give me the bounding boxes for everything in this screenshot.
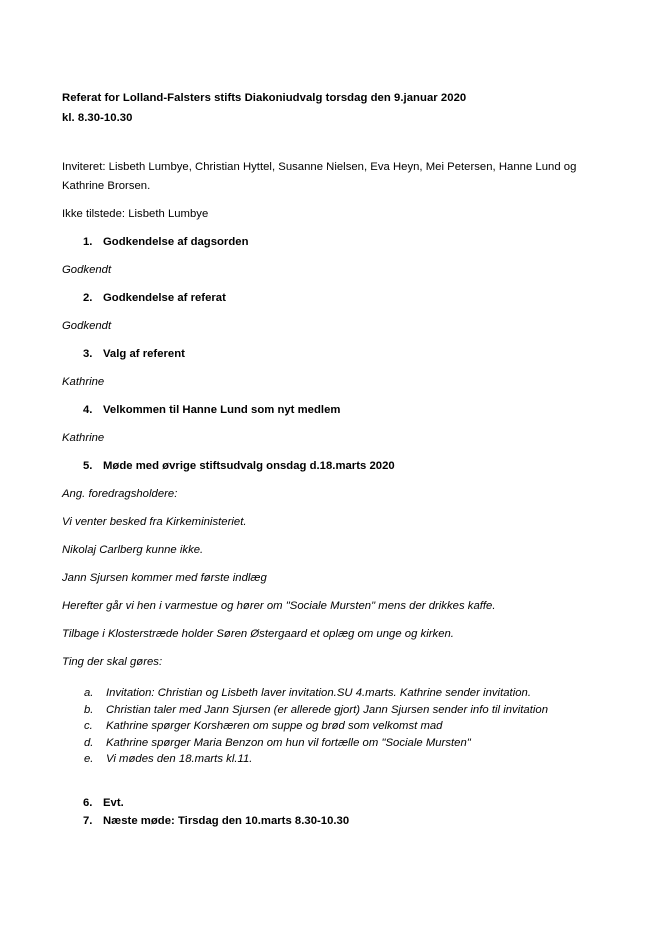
item5-paragraph-6: Tilbage i Klosterstræde holder Søren Østergaard et oplæg om unge og kirken. bbox=[62, 628, 454, 640]
agenda-item-6-number: 6. bbox=[83, 796, 93, 809]
agenda-item-4-number: 4. bbox=[83, 404, 93, 416]
agenda-item-2-response: Godkendt bbox=[62, 320, 112, 332]
agenda-item-3-number: 3. bbox=[83, 348, 93, 360]
agenda-item-2 bbox=[62, 289, 610, 308]
todo-item-a bbox=[62, 685, 610, 702]
todo-item-c-text: Kathrine spørger Korshæren om suppe og brød som velkomst mad bbox=[106, 720, 443, 732]
agenda-item-7-heading: Næste møde: Tirsdag den 10.marts 8.30-10.30 bbox=[103, 814, 350, 827]
agenda-item-3 bbox=[62, 345, 610, 364]
agenda-item-7 bbox=[62, 812, 610, 830]
spacer bbox=[62, 252, 610, 261]
spacer bbox=[62, 308, 610, 317]
agenda-item-4-response: Kathrine bbox=[62, 432, 105, 444]
page-title bbox=[62, 88, 610, 128]
spacer bbox=[62, 336, 610, 345]
item5-paragraph-5: Herefter går vi hen i varmestue og hører om "Sociale Mursten" mens der drikkes kaffe. bbox=[62, 600, 496, 612]
spacer bbox=[62, 364, 610, 373]
page-title-line-1: Referat for Lolland-Falsters stifts Diakoniudvalg torsdag den 9.januar 2020 bbox=[62, 92, 467, 104]
spacer bbox=[62, 128, 610, 158]
agenda-item-5 bbox=[62, 457, 610, 476]
todo-item-c-marker: c. bbox=[84, 720, 93, 732]
agenda-item-4-heading: Velkommen til Hanne Lund som nyt medlem bbox=[103, 404, 341, 416]
spacer bbox=[62, 196, 610, 205]
todo-list-intro: Ting der skal gøres: bbox=[62, 656, 163, 668]
agenda-item-2-heading: Godkendelse af referat bbox=[103, 292, 226, 304]
spacer bbox=[62, 560, 610, 569]
spacer bbox=[62, 588, 610, 597]
item5-paragraph-3: Nikolaj Carlberg kunne ikke. bbox=[62, 544, 204, 556]
absent-line: Ikke tilstede: Lisbeth Lumbye bbox=[62, 208, 209, 220]
agenda-item-1-number: 1. bbox=[83, 236, 93, 248]
todo-item-d-text: Kathrine spørger Maria Benzon om hun vil fortælle om "Sociale Mursten" bbox=[106, 736, 471, 749]
agenda-item-7-number: 7. bbox=[83, 814, 93, 827]
spacer bbox=[62, 448, 610, 457]
todo-item-b bbox=[62, 702, 610, 719]
item5-paragraph-2: Vi venter besked fra Kirkeministeriet. bbox=[62, 516, 247, 528]
todo-item-d-marker: d. bbox=[84, 736, 94, 749]
spacer bbox=[62, 644, 610, 653]
spacer bbox=[62, 504, 610, 513]
agenda-item-6 bbox=[62, 794, 610, 812]
todo-item-a-text: Invitation: Christian og Lisbeth laver invitation.SU 4.marts. Kathrine sender invitation. bbox=[106, 687, 531, 699]
spacer bbox=[62, 768, 610, 794]
todo-list bbox=[62, 685, 610, 768]
spacer bbox=[62, 532, 610, 541]
todo-item-b-marker: b. bbox=[84, 703, 94, 716]
spacer bbox=[62, 616, 610, 625]
todo-item-e bbox=[62, 751, 610, 768]
agenda-item-1-response: Godkendt bbox=[62, 264, 112, 276]
spacer bbox=[62, 420, 610, 429]
agenda-item-5-number: 5. bbox=[83, 460, 93, 472]
spacer bbox=[62, 476, 610, 485]
todo-item-c bbox=[62, 718, 610, 735]
todo-item-e-text: Vi mødes den 18.marts kl.11. bbox=[106, 753, 253, 765]
spacer bbox=[62, 280, 610, 289]
page-title-line-2: kl. 8.30-10.30 bbox=[62, 112, 133, 124]
todo-item-b-text: Christian taler med Jann Sjursen (er allerede gjort) Jann Sjursen sender info til invitation bbox=[106, 703, 549, 716]
agenda-item-5-heading: Møde med øvrige stiftsudvalg onsdag d.18.marts 2020 bbox=[103, 460, 395, 472]
agenda-item-1-heading: Godkendelse af dagsorden bbox=[103, 236, 249, 248]
attendees-line: Inviteret: Lisbeth Lumbye, Christian Hyttel, Susanne Nielsen, Eva Heyn, Mei Petersen, Hanne Lund og Kathrine Brorsen. bbox=[62, 161, 577, 192]
agenda-item-3-response: Kathrine bbox=[62, 376, 105, 388]
agenda-item-6-heading: Evt. bbox=[103, 796, 124, 809]
item5-paragraph-1: Ang. foredragsholdere: bbox=[62, 488, 178, 500]
spacer bbox=[62, 224, 610, 233]
agenda-item-1 bbox=[62, 233, 610, 252]
todo-item-e-marker: e. bbox=[84, 753, 94, 765]
agenda-item-3-heading: Valg af referent bbox=[103, 348, 185, 360]
spacer bbox=[62, 392, 610, 401]
item5-paragraph-4: Jann Sjursen kommer med første indlæg bbox=[62, 572, 267, 584]
todo-item-d bbox=[62, 735, 610, 752]
spacer bbox=[62, 672, 610, 685]
agenda-item-4 bbox=[62, 401, 610, 420]
agenda-item-2-number: 2. bbox=[83, 292, 93, 304]
todo-item-a-marker: a. bbox=[84, 687, 94, 699]
